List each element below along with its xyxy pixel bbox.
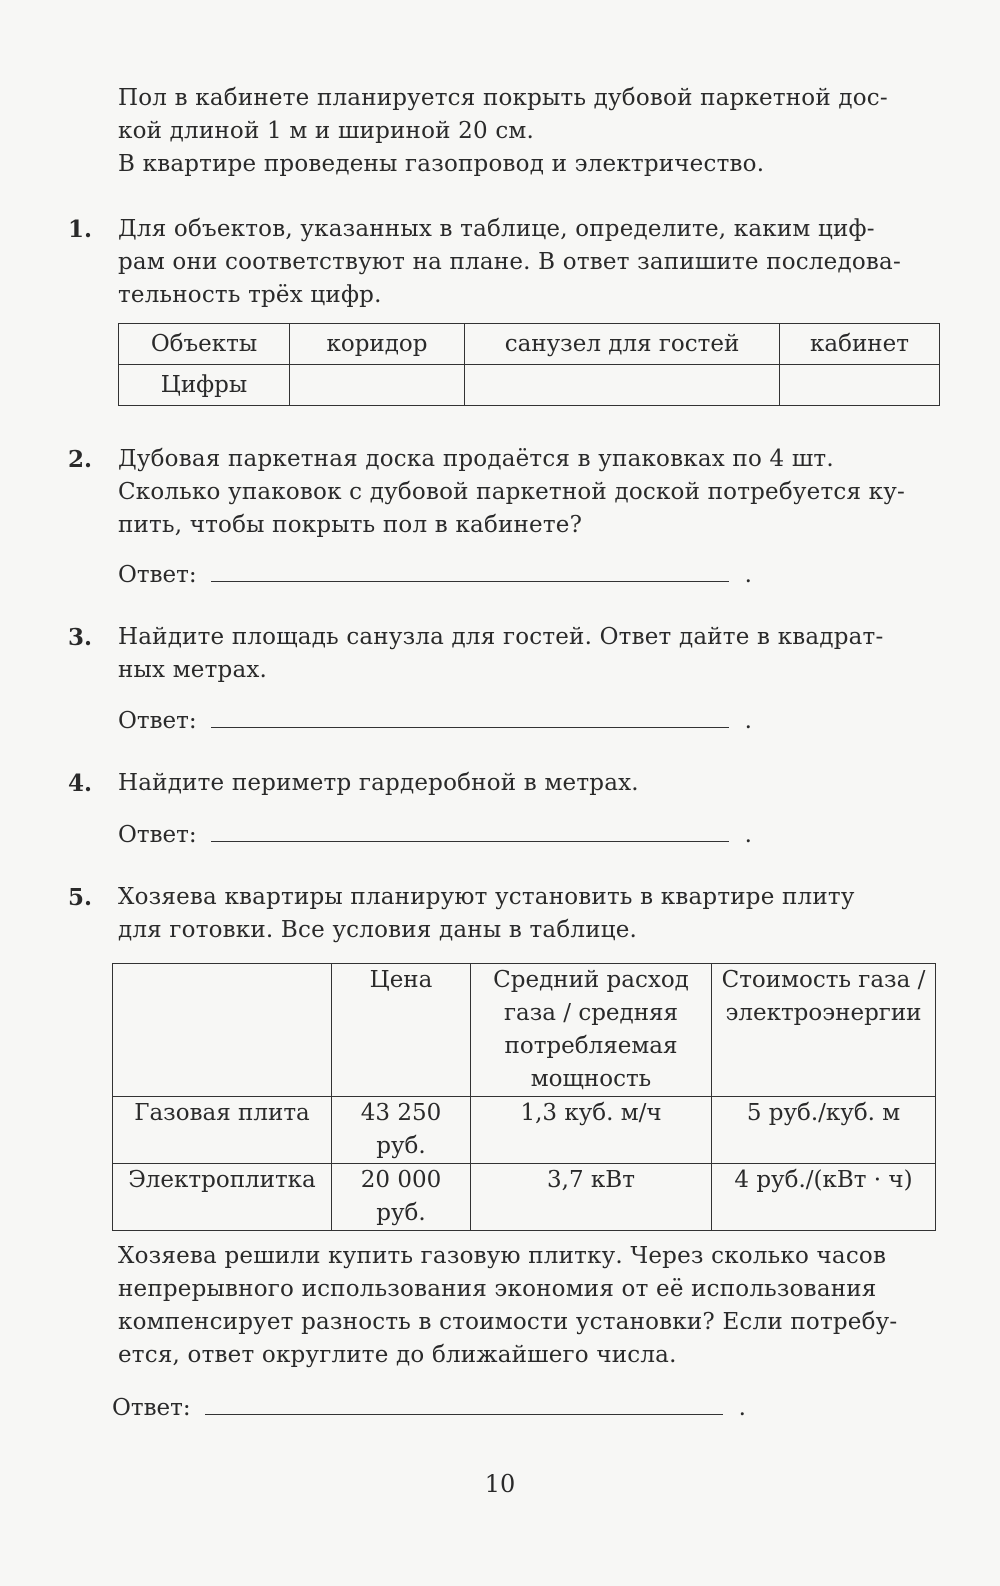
q3-line-1: Найдите площадь санузла для гостей. Ответ дайте в квадрат- xyxy=(118,624,884,650)
q5-answer xyxy=(112,1390,746,1425)
q5-followup-line-1: Хозяева решили купить газовую плитку. Через сколько часов xyxy=(118,1243,887,1269)
q1-input-office[interactable] xyxy=(780,365,940,406)
q5-header-cost xyxy=(712,964,936,1097)
q5-followup-line-2: непрерывного использования экономия от её использования xyxy=(118,1276,877,1302)
q4-answer xyxy=(118,817,752,852)
q1-table xyxy=(118,323,940,406)
q1-cell-office: кабинет xyxy=(780,324,940,365)
intro-line-2: кой длиной 1 м и шириной 20 см. xyxy=(118,118,535,144)
q5-electric-cost: 4 руб./(кВт · ч) xyxy=(712,1164,936,1231)
q1-line-1: Для объектов, указанных в таблице, определите, каким циф- xyxy=(118,216,875,242)
q5-gas-consumption: 1,3 куб. м/ч xyxy=(471,1097,712,1164)
q1-number: 1. xyxy=(68,216,93,243)
intro-paragraph xyxy=(118,82,940,181)
q5-header-empty xyxy=(113,964,332,1097)
q5-gas-price-amount: 43 250 xyxy=(360,1100,442,1126)
q5-header-consumption-line-4: мощность xyxy=(530,1066,652,1092)
q2-answer-label: Ответ: xyxy=(118,562,197,588)
q5-electric-price-amount: 20 000 xyxy=(360,1167,442,1193)
q5-header-consumption-line-2: газа / средняя xyxy=(503,1000,679,1026)
q5-answer-dot: . xyxy=(738,1395,746,1421)
q3-answer-field[interactable] xyxy=(211,703,729,728)
q2-line-1: Дубовая паркетная доска продаётся в упаковках по 4 шт. xyxy=(118,446,834,472)
q5-number: 5. xyxy=(68,884,93,911)
q5-table-row-gas xyxy=(113,1097,936,1164)
intro-line-1: Пол в кабинете планируется покрыть дубовой паркетной дос- xyxy=(118,85,888,111)
q4-answer-label: Ответ: xyxy=(118,822,197,848)
q5-gas-name: Газовая плита xyxy=(113,1097,332,1164)
q4-answer-field[interactable] xyxy=(211,817,729,842)
q5-header-consumption-line-3: потребляемая xyxy=(504,1033,678,1059)
q3-number: 3. xyxy=(68,624,93,651)
q1-text xyxy=(118,213,940,312)
q4-number: 4. xyxy=(68,770,93,797)
intro-line-3: В квартире проведены газопровод и электричество. xyxy=(118,151,765,177)
q4-text xyxy=(118,767,940,800)
q1-table-row-objects xyxy=(119,324,940,365)
q5-line-1: Хозяева квартиры планируют установить в квартире плиту xyxy=(118,884,855,910)
q1-table-row-digits xyxy=(119,365,940,406)
q5-header-price: Цена xyxy=(332,964,471,1097)
q5-followup-line-3: компенсирует разность в стоимости установки? Если потребу- xyxy=(118,1309,898,1335)
q4-answer-dot: . xyxy=(744,822,752,848)
q1-input-guest-bathroom[interactable] xyxy=(465,365,780,406)
q2-answer xyxy=(118,557,752,592)
q5-text xyxy=(118,881,940,947)
q1-line-3: тельность трёх цифр. xyxy=(118,282,382,308)
q3-answer-dot: . xyxy=(744,708,752,734)
q1-line-2: рам они соответствуют на плане. В ответ запишите последова- xyxy=(118,249,901,275)
q5-electric-price-unit: руб. xyxy=(376,1200,426,1226)
q1-input-corridor[interactable] xyxy=(290,365,465,406)
q2-answer-dot: . xyxy=(744,562,752,588)
q5-electric-price xyxy=(332,1164,471,1231)
page-number: 10 xyxy=(484,1470,516,1498)
q3-text xyxy=(118,621,940,687)
q4-line-1: Найдите периметр гардеробной в метрах. xyxy=(118,770,639,796)
q1-cell-guest-bathroom: санузел для гостей xyxy=(465,324,780,365)
q5-electric-name: Электроплитка xyxy=(113,1164,332,1231)
q5-gas-price xyxy=(332,1097,471,1164)
q5-header-cost-line-2: электроэнергии xyxy=(725,1000,922,1026)
q5-followup-text xyxy=(118,1240,940,1372)
q5-electric-consumption: 3,7 кВт xyxy=(471,1164,712,1231)
q3-line-2: ных метрах. xyxy=(118,657,268,683)
q5-followup-line-4: ется, ответ округлите до ближайшего числа. xyxy=(118,1342,677,1368)
q1-cell-corridor: коридор xyxy=(290,324,465,365)
q5-answer-label: Ответ: xyxy=(112,1395,191,1421)
q2-answer-field[interactable] xyxy=(211,557,729,582)
q5-header-consumption-line-1: Средний расход xyxy=(493,967,689,993)
q5-table xyxy=(112,963,936,1231)
q5-line-2: для готовки. Все условия даны в таблице. xyxy=(118,917,638,943)
q1-cell-objects: Объекты xyxy=(119,324,290,365)
q5-table-row-electric xyxy=(113,1164,936,1231)
q5-header-consumption xyxy=(471,964,712,1097)
q5-gas-price-unit: руб. xyxy=(376,1133,426,1159)
q1-cell-digits: Цифры xyxy=(119,365,290,406)
q5-answer-field[interactable] xyxy=(205,1390,723,1415)
q5-header-cost-line-1: Стоимость газа / xyxy=(721,967,926,993)
q2-line-3: пить, чтобы покрыть пол в кабинете? xyxy=(118,512,583,538)
q5-gas-cost: 5 руб./куб. м xyxy=(712,1097,936,1164)
q3-answer xyxy=(118,703,752,738)
q2-number: 2. xyxy=(68,446,93,473)
q2-text xyxy=(118,443,940,542)
q5-table-header-row xyxy=(113,964,936,1097)
q3-answer-label: Ответ: xyxy=(118,708,197,734)
q2-line-2: Сколько упаковок с дубовой паркетной доской потребуется ку- xyxy=(118,479,905,505)
